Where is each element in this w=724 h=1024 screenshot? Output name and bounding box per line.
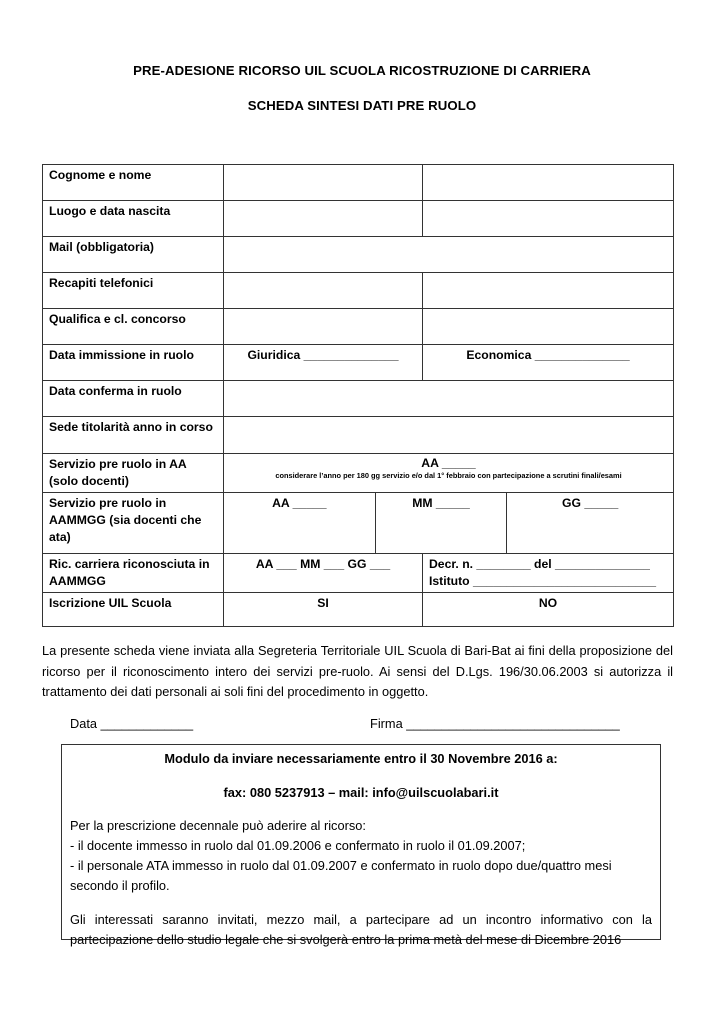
option-no[interactable]: NO <box>423 593 674 627</box>
row-servizio-aammgg <box>43 493 674 554</box>
label-servizio-aammgg: Servizio pre ruolo in AAMMGG (sia docenti che ata) <box>43 493 224 554</box>
invito-text: Gli interessati saranno invitati, mezzo mail, a partecipare ad un incontro informativo con la partecipazione dello studio legale che si svolgerà entro la prima metà del mese di Dicembre 2016 <box>70 912 652 947</box>
firma-field[interactable]: Firma ______________________________ <box>370 716 620 731</box>
prescrizione-docente: - il docente immesso in ruolo dal 01.09.2006 e confermato in ruolo il 01.09.2007; <box>70 838 526 853</box>
row-qualifica <box>43 309 674 345</box>
field-luogo-nascita[interactable] <box>224 201 423 237</box>
option-si[interactable]: SI <box>224 593 423 627</box>
servizio-aa-value: AA _____ <box>421 456 476 470</box>
row-ric-carriera <box>43 554 674 593</box>
data-form-table <box>42 164 674 627</box>
label-mail: Mail (obbligatoria) <box>43 237 224 273</box>
field-data-conferma[interactable] <box>224 381 674 417</box>
label-luogo-data-nascita: Luogo e data nascita <box>43 201 224 237</box>
prescrizione-intro: Per la prescrizione decennale può aderire al ricorso: <box>70 818 366 833</box>
field-data-nascita[interactable] <box>423 201 674 237</box>
field-istituto[interactable]: Istituto ___________________________ <box>429 574 657 588</box>
field-economica[interactable]: Economica ______________ <box>423 345 674 381</box>
field-decreto[interactable]: Decr. n. ________ del ______________ <box>429 557 650 571</box>
servizio-aa-note: considerare l’anno per 180 gg servizio e/o dal 1° febbraio con partecipazione a scrutini finali/esami <box>275 471 622 480</box>
row-iscrizione <box>43 593 674 627</box>
field-nome[interactable] <box>423 165 674 201</box>
row-mail <box>43 237 674 273</box>
row-sede-titolarita <box>43 417 674 454</box>
label-servizio-aa: Servizio pre ruolo in AA (solo docenti) <box>43 454 224 493</box>
label-data-conferma: Data conferma in ruolo <box>43 381 224 417</box>
field-mm[interactable]: MM _____ <box>375 493 507 553</box>
field-giuridica[interactable]: Giuridica ______________ <box>224 345 423 381</box>
field-cognome[interactable] <box>224 165 423 201</box>
row-cognome-nome <box>43 165 674 201</box>
prescrizione-ata: - il personale ATA immesso in ruolo dal 01.09.2007 e confermato in ruolo dopo due/quattro mesi secondo il profilo. <box>70 858 612 893</box>
field-recapito-2[interactable] <box>423 273 674 309</box>
row-data-immissione <box>43 345 674 381</box>
field-sede-titolarita[interactable] <box>224 417 674 454</box>
row-servizio-aa <box>43 454 674 493</box>
field-classe-concorso[interactable] <box>423 309 674 345</box>
label-qualifica: Qualifica e cl. concorso <box>43 309 224 345</box>
field-servizio-aa[interactable] <box>224 454 674 493</box>
label-sede-titolarita: Sede titolarità anno in corso <box>43 417 224 454</box>
label-data-immissione: Data immissione in ruolo <box>43 345 224 381</box>
label-recapiti: Recapiti telefonici <box>43 273 224 309</box>
label-cognome-nome: Cognome e nome <box>43 165 224 201</box>
servizio-aammgg-group <box>224 493 674 554</box>
row-data-conferma <box>43 381 674 417</box>
label-iscrizione: Iscrizione UIL Scuola <box>43 593 224 627</box>
field-mail[interactable] <box>224 237 674 273</box>
row-luogo-data-nascita <box>43 201 674 237</box>
document-subtitle: SCHEDA SINTESI DATI PRE RUOLO <box>247 98 477 113</box>
field-aa[interactable]: AA _____ <box>272 496 327 510</box>
contacts-text: fax: 080 5237913 – mail: info@uilscuolabari.it <box>223 785 499 800</box>
label-ric-carriera: Ric. carriera riconosciuta in AAMMGG <box>43 554 224 593</box>
deadline-text: Modulo da inviare necessariamente entro il 30 Novembre 2016 a: <box>164 751 558 766</box>
field-qualifica[interactable] <box>224 309 423 345</box>
info-box <box>61 744 661 947</box>
row-recapiti <box>43 273 674 309</box>
decr-istituto-cell <box>423 554 674 593</box>
document-title: PRE-ADESIONE RICORSO UIL SCUOLA RICOSTRUZIONE DI CARRIERA <box>133 63 591 78</box>
field-ric-carriera[interactable]: AA ___ MM ___ GG ___ <box>224 554 423 593</box>
field-gg[interactable]: GG _____ <box>506 493 673 553</box>
data-field[interactable]: Data _____________ <box>70 716 194 731</box>
field-recapito-1[interactable] <box>224 273 423 309</box>
privacy-paragraph: La presente scheda viene inviata alla Segreteria Territoriale UIL Scuola di Bari-Bat ai fini della proposizione del ricorso per il riconoscimento intero dei servizi pre-ruolo. Ai sensi del D.Lgs. 196/30.06.2003 si autorizza il trattamento dei dati personali ai soli fini del procedimento in oggetto. <box>42 643 673 699</box>
